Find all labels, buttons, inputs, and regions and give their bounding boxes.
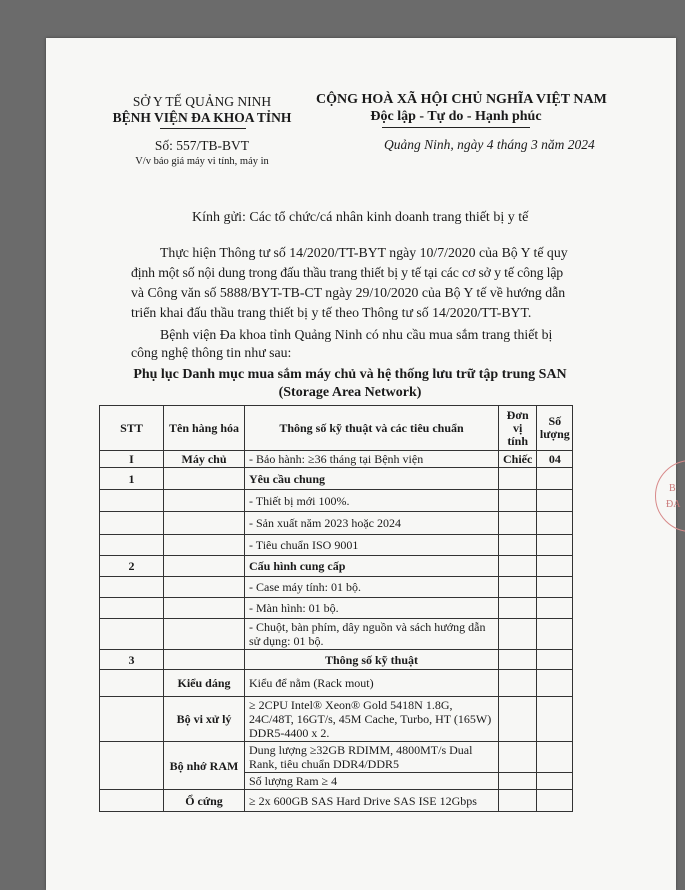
header-qty-l1: Số	[548, 414, 562, 428]
cell-empty	[499, 790, 537, 812]
cell-spec: Cấu hình cung cấp	[245, 556, 499, 577]
para2-line2: công nghệ thông tin như sau:	[131, 345, 292, 360]
cell-empty	[537, 773, 573, 790]
cell-spec: - Bảo hành: ≥36 tháng tại Bệnh viện	[245, 451, 499, 468]
cell-empty	[537, 468, 573, 490]
cell-empty	[537, 650, 573, 670]
cell-empty	[499, 697, 537, 742]
cell-spec: Kiểu để nằm (Rack mout)	[245, 670, 499, 697]
table-row	[100, 650, 573, 670]
cell-spec: - Case máy tính: 01 bộ.	[245, 577, 499, 598]
place-date: Quảng Ninh, ngày 4 tháng 3 năm 2024	[384, 137, 595, 152]
cell-empty	[537, 742, 573, 773]
cell-empty	[537, 670, 573, 697]
national-motto: Độc lập - Tự do - Hạnh phúc	[370, 109, 542, 124]
cell-empty	[164, 650, 245, 670]
table-row	[100, 512, 573, 535]
cell-spec: - Sản xuất năm 2023 hoặc 2024	[245, 512, 499, 535]
cell-spec: - Tiêu chuẩn ISO 9001	[245, 535, 499, 556]
cell-empty	[100, 577, 164, 598]
document-subject: V/v báo giá máy vi tính, máy in	[135, 156, 269, 167]
cell-spec-l2: sử dụng: 01 bộ.	[249, 634, 324, 648]
issuer-underline	[160, 128, 246, 129]
cell-empty	[499, 512, 537, 535]
cell-empty	[499, 577, 537, 598]
cell-empty	[537, 598, 573, 619]
cell-spec: ≥ 2x 600GB SAS Hard Drive SAS ISE 12Gbps	[245, 790, 499, 812]
cell-unit: Chiếc	[499, 451, 537, 468]
cell-empty	[499, 742, 537, 773]
cell-empty	[499, 490, 537, 512]
cell-empty	[100, 742, 164, 790]
header-unit-l3: tính	[507, 433, 528, 448]
cell-spec-l1: - Chuột, bàn phím, dây nguồn và sách hướng dẫn	[249, 620, 486, 634]
cell-empty	[537, 577, 573, 598]
cell-empty	[499, 598, 537, 619]
cell-spec-l2: Rank, tiêu chuẩn DDR4/DDR5	[249, 757, 399, 771]
cell-empty	[164, 556, 245, 577]
para1-line2: định một số nội dung trong đấu thầu trang thiết bị y tế tại các cơ sở y tế công lập	[131, 265, 564, 280]
cell-empty	[100, 697, 164, 742]
cell-empty	[164, 598, 245, 619]
cell-qty: 04	[537, 451, 573, 468]
cell-empty	[537, 490, 573, 512]
cell-spec	[245, 742, 499, 773]
table-row	[100, 598, 573, 619]
cell-name: Kiểu dáng	[164, 670, 245, 697]
cell-empty	[537, 535, 573, 556]
cell-empty	[100, 490, 164, 512]
national-title: CỘNG HOÀ XÃ HỘI CHỦ NGHĨA VIỆT NAM	[316, 92, 607, 107]
table-row	[100, 619, 573, 650]
cell-spec: - Thiết bị mới 100%.	[245, 490, 499, 512]
cell-name: Bộ vi xử lý	[164, 697, 245, 742]
para1-line1: Thực hiện Thông tư số 14/2020/TT-BYT ngày 10/7/2020 của Bộ Y tế quy	[160, 245, 568, 260]
cell-empty	[100, 790, 164, 812]
cell-empty	[164, 490, 245, 512]
cell-empty	[100, 535, 164, 556]
table-row	[100, 451, 573, 468]
table-row	[100, 490, 573, 512]
cell-spec: Yêu cầu chung	[245, 468, 499, 490]
cell-empty	[164, 535, 245, 556]
table-row	[100, 535, 573, 556]
cell-empty	[537, 790, 573, 812]
cell-spec-l3: DDR5-4400 x 2.	[249, 726, 330, 740]
cell-spec	[245, 619, 499, 650]
stamp-text-2: ĐA	[666, 499, 681, 510]
appendix-title: Phụ lục Danh mục mua sắm máy chủ và hệ thống lưu trữ tập trung SAN	[133, 367, 567, 382]
cell-empty	[100, 512, 164, 535]
cell-name: Bộ nhớ RAM	[164, 742, 245, 790]
motto-underline	[382, 127, 530, 128]
header-unit-l1: Đơn	[506, 407, 529, 422]
cell-empty	[499, 468, 537, 490]
header-name: Tên hàng hóa	[164, 406, 245, 451]
cell-stt: 3	[100, 650, 164, 670]
cell-empty	[164, 619, 245, 650]
table-row	[100, 577, 573, 598]
header-unit-l2: vị	[512, 420, 523, 435]
para1-line4: triển khai đấu thầu trang thiết bị y tế theo Thông tư số 14/2020/TT-BYT.	[131, 305, 532, 320]
cell-spec: Thông số kỹ thuật	[245, 650, 499, 670]
cell-name: Máy chủ	[164, 451, 245, 468]
table-row	[100, 790, 573, 812]
cell-empty	[164, 468, 245, 490]
cell-empty	[537, 556, 573, 577]
appendix-subtitle: (Storage Area Network)	[278, 385, 422, 400]
table-row	[100, 468, 573, 490]
cell-spec-l2: 24C/48T, 16GT/s, 45M Cache, Turbo, HT (165W)	[249, 712, 492, 726]
cell-empty	[537, 697, 573, 742]
cell-empty	[499, 619, 537, 650]
cell-empty	[499, 773, 537, 790]
table-row	[100, 670, 573, 697]
header-stt: STT	[100, 406, 164, 451]
cell-empty	[100, 598, 164, 619]
table-row	[100, 697, 573, 742]
cell-stt: 1	[100, 468, 164, 490]
cell-empty	[499, 670, 537, 697]
cell-spec-l1: ≥ 2CPU Intel® Xeon® Gold 5418N 1.8G,	[249, 698, 453, 712]
para2-line1: Bệnh viện Đa khoa tỉnh Quảng Ninh có nhu cầu mua sắm trang thiết bị	[160, 327, 553, 342]
cell-stt: I	[100, 451, 164, 468]
recipient-line: Kính gửi: Các tổ chức/cá nhân kinh doanh trang thiết bị y tế	[192, 210, 529, 225]
cell-empty	[100, 619, 164, 650]
cell-empty	[499, 535, 537, 556]
header-qty-l2: lượng	[539, 427, 570, 441]
issuer-dept: SỞ Y TẾ QUẢNG NINH	[132, 94, 272, 109]
header-spec: Thông số kỹ thuật và các tiêu chuẩn	[245, 406, 499, 451]
cell-stt: 2	[100, 556, 164, 577]
document-number: Số: 557/TB-BVT	[154, 138, 250, 153]
header-qty	[537, 406, 573, 451]
header-unit	[499, 406, 537, 451]
cell-empty	[164, 577, 245, 598]
cell-empty	[499, 650, 537, 670]
spec-table	[99, 405, 573, 812]
cell-name: Ổ cứng	[164, 790, 245, 812]
table-row	[100, 556, 573, 577]
table-header-row	[100, 406, 573, 451]
cell-spec: - Màn hình: 01 bộ.	[245, 598, 499, 619]
cell-spec	[245, 697, 499, 742]
cell-empty	[537, 619, 573, 650]
issuer-hospital: BỆNH VIỆN ĐA KHOA TỈNH	[112, 110, 292, 125]
cell-spec-l1: Dung lượng ≥32GB RDIMM, 4800MT/s Dual	[249, 743, 473, 757]
cell-spec: Số lượng Ram ≥ 4	[245, 773, 499, 790]
cell-empty	[499, 556, 537, 577]
cell-empty	[100, 670, 164, 697]
cell-empty	[537, 512, 573, 535]
para1-line3: và Công văn số 5888/BYT-TB-CT ngày 29/10/2020 của Bộ Y tế về hướng dẫn	[131, 285, 566, 300]
cell-empty	[164, 512, 245, 535]
stamp-text-1: B	[669, 483, 676, 494]
table-row	[100, 742, 573, 773]
